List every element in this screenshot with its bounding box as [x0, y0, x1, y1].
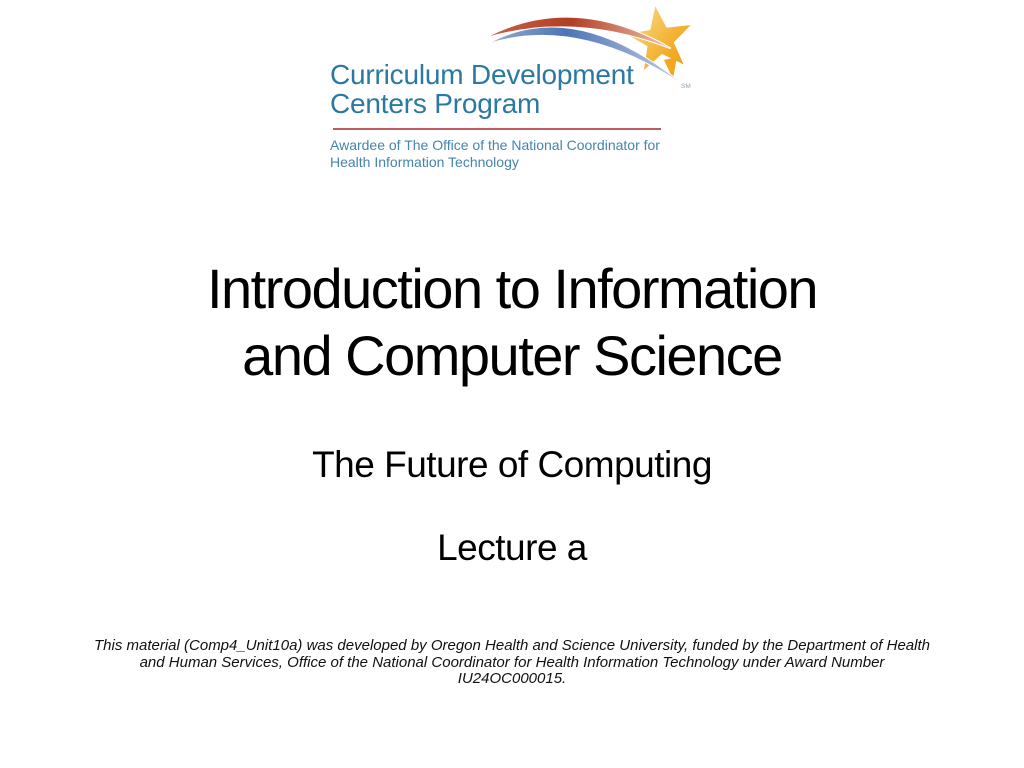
logo-subtitle-line2: Health Information Technology [330, 154, 519, 170]
slide-title [0, 255, 1024, 389]
attribution-text [0, 638, 1024, 688]
trademark-sm: SM [681, 83, 691, 90]
slide-title-line2: and Computer Science [242, 324, 782, 387]
attribution-line1: This material (Comp4_Unit10a) was developed by Oregon Health and Science University, funded by the Department of Health [94, 637, 930, 654]
slide-subtitle: The Future of Computing [312, 444, 712, 485]
lecture-label: Lecture a [437, 527, 587, 568]
logo-title-line2: Centers Program [330, 88, 541, 119]
logo-subtitle-line1: Awardee of The Office of the National Coordinator for [330, 137, 660, 153]
logo-subtitle [330, 137, 660, 171]
attribution-line3: IU24OC000015. [457, 670, 567, 687]
slide-title-line1: Introduction to Information [206, 257, 818, 320]
logo-title [330, 60, 634, 118]
attribution-line2: and Human Services, Office of the National Coordinator for Health Information Technology under Award Number [139, 653, 885, 671]
logo-divider [333, 128, 661, 130]
logo-title-line1: Curriculum Development [330, 59, 634, 90]
